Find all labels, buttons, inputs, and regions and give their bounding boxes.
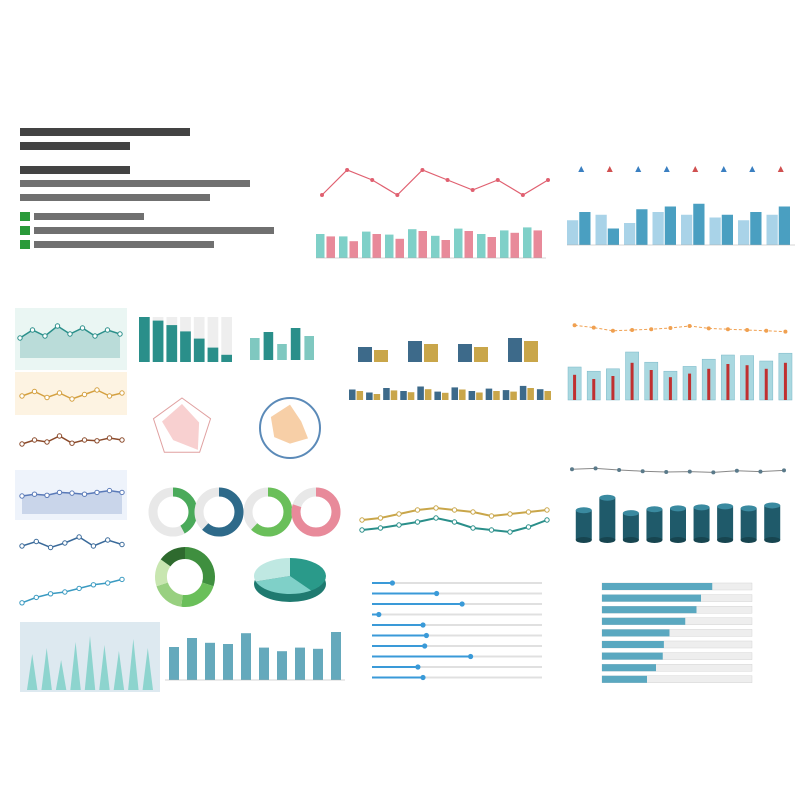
point-5 (82, 492, 86, 496)
column-4 (241, 633, 251, 680)
point-1 (32, 438, 36, 442)
rate-point-5 (688, 470, 692, 474)
point-2 (45, 440, 49, 444)
bar-6 (221, 355, 232, 362)
column-0 (169, 647, 179, 680)
chart-donut-2 (199, 492, 239, 532)
point-0 (20, 601, 24, 605)
bar-1 (602, 595, 701, 602)
point-7 (120, 577, 124, 581)
bar-1 (264, 332, 274, 360)
bar-s1-4 (693, 204, 704, 245)
rate-point-2 (617, 468, 621, 472)
rate-point-8 (726, 327, 730, 331)
point-0 (20, 394, 24, 398)
bar-s1-11 (544, 391, 551, 400)
point-s0-3 (415, 508, 419, 512)
bar-2 (602, 606, 697, 613)
cylinder-top-1 (599, 495, 615, 501)
bar-s0-6 (738, 220, 749, 245)
header-line-1 (20, 128, 190, 136)
bar-2 (166, 325, 177, 362)
bar-s0-8 (486, 389, 493, 400)
ring-segment-4 (166, 553, 185, 563)
point-5 (91, 544, 95, 548)
cylinder-2 (623, 513, 639, 540)
bar-s0-2 (624, 223, 635, 245)
point-s0-10 (545, 508, 549, 512)
point-7 (107, 436, 111, 440)
chart-small-bars (250, 328, 314, 360)
chart-left-area-4 (20, 488, 124, 514)
rate-point-3 (641, 469, 645, 473)
cylinder-base-8 (764, 537, 780, 543)
bar-s1-6 (459, 390, 466, 401)
cylinder-top-6 (717, 503, 733, 509)
progress-dot-1 (434, 591, 439, 596)
bar-2 (277, 344, 287, 360)
header-line-3 (20, 166, 130, 174)
bar-s1-3 (665, 207, 676, 246)
column-9 (331, 632, 341, 680)
rate-point-6 (688, 324, 692, 328)
bar-s0-4 (417, 387, 424, 401)
line-point-2 (370, 178, 374, 182)
point-6 (106, 581, 110, 585)
point-s0-4 (434, 506, 438, 510)
point-s1-1 (378, 526, 382, 530)
bar-s0-8 (500, 230, 509, 258)
bar-target-3 (631, 363, 634, 400)
line-point-5 (446, 178, 450, 182)
bar-8 (602, 676, 647, 683)
bar-s0-3 (385, 235, 394, 258)
ring-segment-0 (185, 553, 209, 584)
header-line-5 (20, 194, 210, 201)
point-4 (70, 397, 74, 401)
bar-s0-6 (454, 229, 463, 258)
bar-s0-11 (537, 389, 544, 400)
line-point-3 (395, 193, 399, 197)
point-4 (68, 332, 72, 336)
point-s1-2 (397, 523, 401, 527)
point-s0-1 (378, 516, 382, 520)
bar-s1-2 (373, 234, 382, 258)
point-s1-5 (452, 520, 456, 524)
rate-point-10 (764, 329, 768, 333)
cylinder-base-5 (694, 537, 710, 543)
point-4 (70, 441, 74, 445)
bar-5 (602, 641, 664, 648)
rate-point-0 (573, 323, 577, 327)
line-point-1 (345, 168, 349, 172)
bar-s0-0 (316, 234, 325, 258)
chart-donut-multi (161, 553, 209, 601)
column-3 (223, 644, 233, 680)
cylinder-base-4 (670, 537, 686, 543)
bar-s1-0 (327, 236, 336, 258)
rate-point-9 (745, 328, 749, 332)
bar-s1-6 (750, 212, 761, 245)
point-s1-0 (360, 528, 364, 532)
cylinder-6 (717, 506, 733, 540)
point-5 (91, 583, 95, 587)
point-2 (48, 545, 52, 549)
column-2 (205, 643, 215, 680)
point-5 (80, 326, 84, 330)
point-2 (43, 334, 47, 338)
bar-s0-9 (503, 390, 510, 400)
bar-4 (602, 629, 670, 636)
cylinder-7 (741, 508, 757, 540)
point-1 (34, 595, 38, 599)
cylinder-base-7 (741, 537, 757, 543)
point-s1-9 (526, 525, 530, 529)
header-line-8 (34, 241, 214, 248)
column-5 (259, 648, 269, 680)
point-8 (120, 391, 124, 395)
bar-s0-10 (520, 386, 527, 400)
bar-s0-7 (767, 215, 778, 245)
rate-point-3 (630, 328, 634, 332)
header-line-4 (20, 180, 250, 187)
cylinder-8 (764, 505, 780, 540)
bar-s1-0 (357, 391, 364, 400)
bar-s0-2 (383, 388, 390, 400)
bar-1 (153, 321, 164, 362)
point-s0-0 (360, 518, 364, 522)
column-1 (187, 638, 197, 680)
bar-s1-2 (391, 390, 398, 400)
bar-s1-6 (465, 231, 474, 258)
bar-s0-6 (452, 387, 459, 400)
bar-s0-7 (477, 234, 486, 258)
point-1 (32, 389, 36, 393)
bar-target-0 (573, 375, 576, 400)
bar-target-8 (726, 364, 729, 400)
point-4 (77, 586, 81, 590)
rate-point-4 (664, 470, 668, 474)
cylinder-top-0 (576, 507, 592, 513)
bar-target-7 (707, 369, 710, 400)
cylinder-top-2 (623, 510, 639, 516)
bar-s0-2 (458, 344, 472, 362)
point-s0-7 (489, 514, 493, 518)
point-2 (48, 592, 52, 596)
cylinder-base-1 (599, 537, 615, 543)
bar-target-11 (784, 363, 787, 400)
point-3 (55, 324, 59, 328)
panel-double-line-chart (340, 430, 555, 560)
progress-dot-0 (390, 580, 395, 585)
bar-s0-1 (408, 341, 422, 362)
bar-s1-3 (408, 392, 415, 400)
point-6 (106, 538, 110, 542)
bar-target-5 (669, 377, 672, 400)
bar-target-6 (688, 374, 691, 400)
bar-s0-1 (339, 236, 348, 258)
chart-donut-4 (296, 492, 336, 532)
bar-target-10 (765, 369, 768, 400)
bar-0 (250, 338, 260, 360)
line-point-4 (420, 168, 424, 172)
cylinder-top-4 (670, 505, 686, 511)
chart-donut-1 (153, 492, 193, 532)
point-8 (120, 438, 124, 442)
cylinder-top-7 (741, 505, 757, 511)
cylinder-0 (576, 510, 592, 540)
bar-3 (291, 328, 301, 360)
column-6 (277, 651, 287, 680)
header-line-6 (34, 213, 144, 220)
bar-s1-5 (442, 240, 451, 258)
point-3 (63, 541, 67, 545)
bar-s1-0 (579, 212, 590, 245)
progress-dot-9 (420, 675, 425, 680)
point-3 (57, 391, 61, 395)
rate-point-9 (782, 468, 786, 472)
point-s0-6 (471, 510, 475, 514)
chart-horizontal-progress (602, 583, 752, 683)
bar-s1-1 (350, 241, 359, 258)
rate-point-2 (611, 329, 615, 333)
line-point-6 (471, 188, 475, 192)
rate-point-1 (592, 326, 596, 330)
bar-s0-0 (567, 220, 578, 245)
cylinder-top-8 (764, 502, 780, 508)
check-icon-3 (20, 240, 30, 249)
line-point-9 (546, 178, 550, 182)
bar-0 (139, 317, 150, 362)
rate-point-5 (668, 326, 672, 330)
point-8 (118, 332, 122, 336)
chart-pie-3d (254, 558, 326, 602)
rate-point-7 (735, 469, 739, 473)
point-s0-8 (508, 512, 512, 516)
bar-s1-1 (608, 229, 619, 246)
point-0 (20, 442, 24, 446)
point-s1-4 (434, 516, 438, 520)
bar-target-1 (592, 379, 595, 400)
bar-s1-3 (396, 239, 405, 258)
progress-dot-6 (422, 643, 427, 648)
panel-line-chart-5 (15, 520, 127, 564)
rate-point-4 (649, 327, 653, 331)
bar-s0-1 (596, 215, 607, 245)
bar-s0-3 (508, 338, 522, 362)
bar-s1-2 (636, 209, 647, 245)
bar-s1-8 (511, 233, 520, 258)
cylinder-base-3 (646, 537, 662, 543)
progress-dot-5 (424, 633, 429, 638)
point-7 (105, 328, 109, 332)
bar-s1-1 (374, 394, 381, 400)
chart-descending-bars (139, 317, 232, 362)
bar-s1-9 (510, 392, 517, 400)
point-0 (20, 544, 24, 548)
bar-0 (602, 583, 712, 590)
point-s0-5 (452, 508, 456, 512)
ring-segment-2 (162, 584, 182, 600)
rate-point-1 (594, 466, 598, 470)
bar-s0-9 (523, 227, 532, 258)
bar-s1-7 (779, 207, 790, 246)
header-line-2 (20, 142, 130, 150)
check-icon-2 (20, 226, 30, 235)
bar-s0-4 (408, 229, 417, 258)
radar-area (162, 404, 199, 450)
point-1 (32, 492, 36, 496)
rate-point-8 (758, 470, 762, 474)
point-4 (77, 535, 81, 539)
point-0 (20, 494, 24, 498)
cylinder-top-3 (646, 506, 662, 512)
point-6 (95, 439, 99, 443)
point-1 (34, 539, 38, 543)
bar-s1-5 (442, 393, 449, 400)
bar-s0-2 (362, 232, 371, 258)
point-5 (82, 438, 86, 442)
bar-s0-5 (431, 236, 440, 258)
cylinder-top-5 (694, 504, 710, 510)
progress-dot-2 (460, 601, 465, 606)
line-point-0 (320, 193, 324, 197)
bar-s1-4 (425, 389, 432, 400)
bar-s1-4 (419, 231, 428, 258)
column-7 (295, 648, 305, 680)
bar-s0-3 (653, 212, 664, 245)
cylinder-4 (670, 508, 686, 540)
cylinder-5 (694, 507, 710, 540)
bar-3 (602, 618, 685, 625)
ring-segment-1 (182, 584, 208, 601)
chart-gradient-columns (165, 632, 345, 680)
bar-s1-9 (534, 230, 543, 258)
point-s0-2 (397, 512, 401, 516)
cylinder-3 (646, 509, 662, 540)
chart-donut-3 (248, 492, 288, 532)
bar-s1-5 (722, 215, 733, 245)
progress-dot-8 (415, 664, 420, 669)
panel-line-chart-6 (15, 568, 127, 616)
bar-7 (602, 664, 656, 671)
chart-radar-2 (260, 398, 320, 458)
cylinder-base-0 (576, 537, 592, 543)
point-6 (95, 388, 99, 392)
bar-3 (180, 331, 191, 362)
point-s1-10 (545, 518, 549, 522)
rate-point-7 (707, 326, 711, 330)
progress-dot-3 (376, 612, 381, 617)
point-2 (45, 395, 49, 399)
point-7 (120, 542, 124, 546)
point-s1-7 (489, 528, 493, 532)
cylinder-base-2 (623, 537, 639, 543)
bar-4 (194, 339, 205, 362)
point-2 (45, 493, 49, 497)
bar-target-4 (650, 370, 653, 400)
bar-s0-0 (358, 347, 372, 362)
point-s1-3 (415, 520, 419, 524)
point-5 (82, 392, 86, 396)
rate-point-0 (570, 467, 574, 471)
panel-progress-chart (340, 575, 555, 687)
point-s1-6 (471, 526, 475, 530)
point-7 (107, 488, 111, 492)
header-line-7 (34, 227, 274, 234)
ring-segment-3 (161, 563, 166, 585)
point-0 (18, 336, 22, 340)
bar-6 (602, 653, 663, 660)
bar-5 (208, 348, 219, 362)
bar-s0-5 (710, 218, 721, 246)
point-s0-9 (526, 510, 530, 514)
panel-top-right-chart (560, 140, 800, 272)
bar-s1-3 (524, 341, 538, 362)
column-8 (313, 649, 323, 680)
cylinder-1 (599, 498, 615, 540)
rate-point-11 (783, 330, 787, 334)
bar-target-9 (746, 365, 749, 400)
bar-s0-4 (681, 215, 692, 245)
bar-s1-7 (476, 393, 483, 401)
bar-s0-5 (434, 392, 441, 400)
line-point-7 (496, 178, 500, 182)
point-6 (93, 334, 97, 338)
rate-point-6 (711, 470, 715, 474)
bar-4 (304, 336, 314, 360)
bar-s1-0 (374, 350, 388, 362)
progress-dot-4 (420, 622, 425, 627)
point-3 (57, 490, 61, 494)
bar-s1-10 (527, 388, 534, 400)
bar-s0-3 (400, 391, 407, 400)
bar-s1-7 (488, 237, 497, 258)
point-3 (57, 434, 61, 438)
point-s1-8 (508, 530, 512, 534)
chart-radar-1 (153, 398, 210, 452)
point-3 (63, 590, 67, 594)
bar-s0-0 (349, 390, 356, 401)
point-4 (70, 491, 74, 495)
bar-s1-1 (424, 344, 438, 362)
point-7 (107, 394, 111, 398)
header-text-placeholders (20, 128, 274, 249)
bar-s0-7 (469, 391, 476, 400)
bar-s0-1 (366, 393, 373, 401)
progress-dot-7 (468, 654, 473, 659)
point-6 (95, 490, 99, 494)
bar-s1-8 (493, 391, 500, 400)
bar-s1-2 (474, 347, 488, 362)
radar-area (271, 405, 308, 444)
point-1 (30, 328, 34, 332)
line-point-8 (521, 193, 525, 197)
check-icon-1 (20, 212, 30, 221)
bar-target-2 (611, 376, 614, 400)
cylinder-base-6 (717, 537, 733, 543)
point-8 (120, 490, 124, 494)
